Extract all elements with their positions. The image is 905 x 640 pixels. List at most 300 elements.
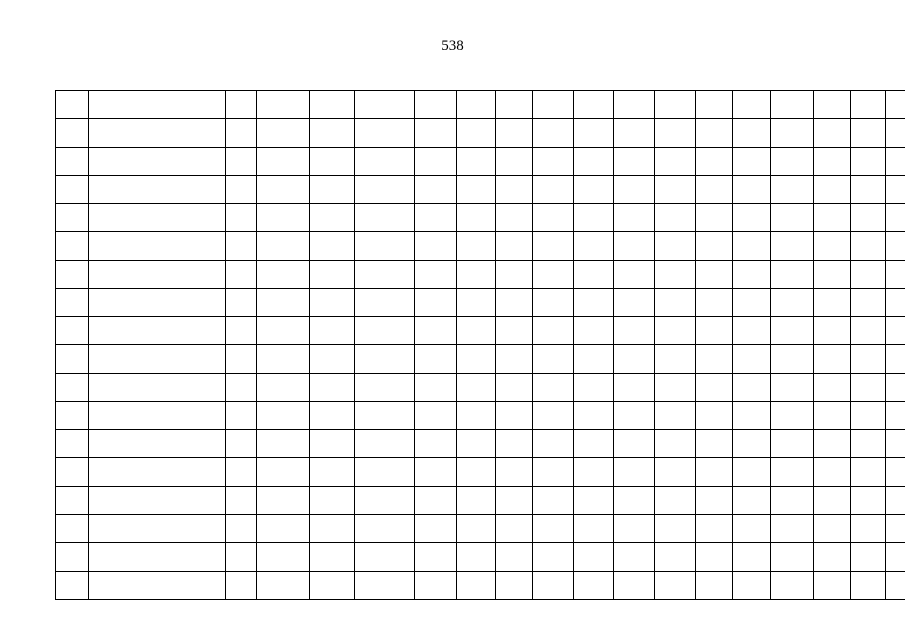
table-cell (614, 260, 655, 288)
table-cell (355, 147, 415, 175)
table-cell (310, 401, 355, 429)
table-cell (496, 147, 533, 175)
table-cell (733, 204, 771, 232)
table-cell (814, 430, 851, 458)
table-cell (614, 571, 655, 599)
data-table (55, 90, 905, 600)
table-cell (310, 175, 355, 203)
table-cell (56, 204, 89, 232)
table-cell (886, 430, 905, 458)
table-cell (226, 401, 257, 429)
table-cell (355, 232, 415, 260)
table-cell (226, 486, 257, 514)
table-cell (814, 119, 851, 147)
table-cell (655, 345, 696, 373)
table-cell (533, 147, 574, 175)
table-cell (496, 175, 533, 203)
table-cell (851, 458, 886, 486)
table-cell (696, 514, 733, 542)
table-cell (886, 401, 905, 429)
table-cell (496, 514, 533, 542)
table-cell (89, 288, 226, 316)
table-cell (574, 288, 614, 316)
table-cell (310, 232, 355, 260)
table-cell (574, 514, 614, 542)
table-cell (574, 486, 614, 514)
table-cell (355, 345, 415, 373)
table-cell (226, 119, 257, 147)
table-row (56, 317, 905, 345)
table-cell (226, 260, 257, 288)
table-cell (355, 175, 415, 203)
table-cell (56, 119, 89, 147)
table-cell (415, 119, 457, 147)
table-cell (89, 373, 226, 401)
table-cell (457, 486, 496, 514)
table-cell (533, 260, 574, 288)
table-cell (696, 458, 733, 486)
table-cell (655, 288, 696, 316)
table-cell (310, 260, 355, 288)
table-cell (415, 260, 457, 288)
table-cell (496, 260, 533, 288)
table-row (56, 571, 905, 599)
table-cell (89, 458, 226, 486)
table-cell (655, 571, 696, 599)
table-cell (226, 147, 257, 175)
table-cell (696, 204, 733, 232)
table-cell (851, 91, 886, 119)
table-cell (696, 543, 733, 571)
table-row (56, 373, 905, 401)
table-cell (226, 430, 257, 458)
table-cell (886, 91, 905, 119)
table-cell (614, 317, 655, 345)
table-cell (415, 543, 457, 571)
table-cell (696, 430, 733, 458)
table-row (56, 91, 905, 119)
table-row (56, 486, 905, 514)
table-cell (851, 543, 886, 571)
table-cell (574, 147, 614, 175)
table-cell (415, 345, 457, 373)
table-cell (696, 119, 733, 147)
table-cell (814, 458, 851, 486)
table-cell (257, 373, 310, 401)
table-cell (257, 486, 310, 514)
table-cell (257, 204, 310, 232)
table-cell (355, 204, 415, 232)
table-cell (614, 91, 655, 119)
table-cell (851, 401, 886, 429)
table-cell (533, 430, 574, 458)
table-cell (310, 345, 355, 373)
table-cell (814, 232, 851, 260)
table-cell (56, 571, 89, 599)
table-cell (574, 232, 614, 260)
table-cell (851, 486, 886, 514)
table-cell (496, 373, 533, 401)
table-cell (733, 514, 771, 542)
table-cell (733, 430, 771, 458)
table-cell (533, 401, 574, 429)
table-cell (814, 514, 851, 542)
table-cell (655, 260, 696, 288)
table-cell (415, 514, 457, 542)
table-cell (614, 288, 655, 316)
table-cell (355, 119, 415, 147)
table-cell (733, 373, 771, 401)
table-cell (56, 232, 89, 260)
table-cell (886, 288, 905, 316)
table-cell (771, 486, 814, 514)
table-cell (310, 514, 355, 542)
table-cell (886, 458, 905, 486)
table-cell (655, 119, 696, 147)
table-cell (696, 260, 733, 288)
table-cell (226, 317, 257, 345)
table-cell (814, 373, 851, 401)
table-cell (415, 91, 457, 119)
table-cell (533, 543, 574, 571)
table-cell (226, 345, 257, 373)
table-cell (886, 147, 905, 175)
table-cell (733, 401, 771, 429)
table-cell (851, 373, 886, 401)
table-cell (733, 543, 771, 571)
table-cell (533, 514, 574, 542)
table-cell (886, 486, 905, 514)
table-cell (457, 232, 496, 260)
table-cell (771, 232, 814, 260)
table-cell (533, 91, 574, 119)
table-cell (851, 288, 886, 316)
table-cell (655, 175, 696, 203)
table-cell (614, 401, 655, 429)
page-number: 538 (441, 38, 464, 54)
table-cell (257, 571, 310, 599)
table-cell (696, 288, 733, 316)
table-cell (696, 147, 733, 175)
table-cell (533, 175, 574, 203)
table-row (56, 119, 905, 147)
table-cell (355, 514, 415, 542)
table-cell (696, 345, 733, 373)
table-cell (696, 175, 733, 203)
table-cell (771, 401, 814, 429)
table-cell (415, 430, 457, 458)
table-cell (257, 260, 310, 288)
table-cell (496, 458, 533, 486)
table-cell (886, 204, 905, 232)
table-cell (655, 373, 696, 401)
table-cell (226, 232, 257, 260)
table-cell (814, 175, 851, 203)
table-cell (851, 345, 886, 373)
table-row (56, 288, 905, 316)
table-row (56, 147, 905, 175)
table-cell (496, 119, 533, 147)
table-cell (89, 543, 226, 571)
table-cell (257, 91, 310, 119)
table-cell (696, 401, 733, 429)
table-cell (457, 345, 496, 373)
table-cell (886, 175, 905, 203)
table-cell (257, 514, 310, 542)
table-cell (574, 204, 614, 232)
table-cell (574, 119, 614, 147)
table-cell (457, 175, 496, 203)
table-cell (614, 373, 655, 401)
table-cell (457, 288, 496, 316)
table-cell (257, 458, 310, 486)
table-cell (771, 288, 814, 316)
table-cell (851, 147, 886, 175)
table-cell (733, 147, 771, 175)
table-cell (533, 458, 574, 486)
table-cell (56, 373, 89, 401)
table-cell (457, 317, 496, 345)
table-cell (310, 543, 355, 571)
table-cell (415, 571, 457, 599)
table-cell (771, 91, 814, 119)
table-cell (733, 175, 771, 203)
table-cell (574, 373, 614, 401)
table-cell (457, 119, 496, 147)
table-cell (457, 514, 496, 542)
table-cell (733, 486, 771, 514)
table-cell (771, 514, 814, 542)
table-cell (56, 147, 89, 175)
table-cell (415, 317, 457, 345)
table-cell (257, 288, 310, 316)
table-cell (771, 119, 814, 147)
table-cell (814, 288, 851, 316)
table-cell (89, 345, 226, 373)
table-cell (574, 260, 614, 288)
table-cell (851, 119, 886, 147)
table-cell (851, 317, 886, 345)
table-cell (733, 345, 771, 373)
table-cell (415, 288, 457, 316)
table-cell (814, 147, 851, 175)
table-cell (457, 260, 496, 288)
table-cell (771, 458, 814, 486)
table-cell (457, 204, 496, 232)
table-cell (355, 373, 415, 401)
table-cell (614, 345, 655, 373)
table-cell (655, 458, 696, 486)
table-cell (496, 288, 533, 316)
table-cell (457, 91, 496, 119)
table-cell (655, 91, 696, 119)
table-cell (533, 345, 574, 373)
table-cell (496, 571, 533, 599)
table-cell (574, 317, 614, 345)
table-cell (814, 91, 851, 119)
table-cell (257, 401, 310, 429)
table-cell (226, 288, 257, 316)
table-row (56, 232, 905, 260)
table-cell (496, 317, 533, 345)
table-cell (56, 514, 89, 542)
table-cell (655, 514, 696, 542)
table-cell (89, 119, 226, 147)
table-cell (655, 401, 696, 429)
table-cell (89, 175, 226, 203)
table-cell (355, 486, 415, 514)
table-cell (496, 430, 533, 458)
table-cell (733, 288, 771, 316)
table-cell (56, 317, 89, 345)
table-cell (496, 543, 533, 571)
table-row (56, 458, 905, 486)
table-cell (814, 260, 851, 288)
table-cell (226, 543, 257, 571)
table-cell (614, 175, 655, 203)
table-cell (886, 232, 905, 260)
table-cell (851, 514, 886, 542)
table-cell (355, 401, 415, 429)
table-cell (696, 571, 733, 599)
table-cell (496, 345, 533, 373)
table-cell (574, 458, 614, 486)
table-cell (614, 430, 655, 458)
table-cell (457, 401, 496, 429)
table-cell (415, 401, 457, 429)
table-cell (886, 571, 905, 599)
table-cell (814, 317, 851, 345)
table-cell (814, 345, 851, 373)
table-cell (89, 91, 226, 119)
table-cell (89, 317, 226, 345)
table-cell (574, 345, 614, 373)
table-cell (851, 204, 886, 232)
table-cell (733, 260, 771, 288)
table-cell (457, 458, 496, 486)
table-cell (655, 486, 696, 514)
table-cell (851, 175, 886, 203)
table-cell (533, 204, 574, 232)
table-cell (257, 317, 310, 345)
table-cell (257, 175, 310, 203)
table-cell (415, 373, 457, 401)
table-cell (771, 147, 814, 175)
table-row (56, 345, 905, 373)
table-cell (533, 288, 574, 316)
table-cell (533, 373, 574, 401)
table-cell (533, 317, 574, 345)
table-cell (533, 232, 574, 260)
table-cell (771, 430, 814, 458)
table-cell (771, 543, 814, 571)
table-cell (310, 373, 355, 401)
table-cell (310, 119, 355, 147)
table-cell (56, 458, 89, 486)
table-cell (355, 458, 415, 486)
table-cell (310, 91, 355, 119)
table-cell (310, 571, 355, 599)
table-cell (56, 543, 89, 571)
table-cell (614, 119, 655, 147)
table-cell (771, 373, 814, 401)
table-cell (89, 571, 226, 599)
table-cell (533, 486, 574, 514)
table-cell (355, 430, 415, 458)
table-cell (496, 486, 533, 514)
table-cell (56, 401, 89, 429)
table-cell (56, 345, 89, 373)
table-cell (457, 430, 496, 458)
table-row (56, 260, 905, 288)
table-cell (257, 232, 310, 260)
table-cell (696, 486, 733, 514)
table-cell (257, 430, 310, 458)
table-cell (89, 486, 226, 514)
table-cell (886, 373, 905, 401)
table-cell (257, 543, 310, 571)
table-cell (771, 571, 814, 599)
table-cell (614, 204, 655, 232)
table-row (56, 543, 905, 571)
table-cell (56, 175, 89, 203)
table-cell (814, 401, 851, 429)
table-cell (614, 232, 655, 260)
table-cell (310, 288, 355, 316)
table-cell (89, 204, 226, 232)
table-cell (733, 119, 771, 147)
table-cell (533, 571, 574, 599)
table-cell (457, 373, 496, 401)
table-cell (226, 91, 257, 119)
table-cell (257, 147, 310, 175)
table-cell (574, 543, 614, 571)
table-cell (696, 232, 733, 260)
table-cell (814, 571, 851, 599)
table-cell (655, 317, 696, 345)
table-cell (257, 345, 310, 373)
table-cell (56, 260, 89, 288)
table-cell (457, 571, 496, 599)
table-cell (733, 317, 771, 345)
table-cell (614, 486, 655, 514)
table-cell (851, 232, 886, 260)
table-cell (355, 543, 415, 571)
table-cell (496, 204, 533, 232)
table-cell (226, 571, 257, 599)
table-cell (533, 119, 574, 147)
table-cell (89, 401, 226, 429)
table-cell (614, 514, 655, 542)
table-cell (56, 91, 89, 119)
table-cell (56, 486, 89, 514)
table-cell (415, 458, 457, 486)
table-cell (89, 260, 226, 288)
table-cell (614, 458, 655, 486)
table-cell (89, 147, 226, 175)
table-cell (886, 514, 905, 542)
table-cell (355, 317, 415, 345)
table-cell (886, 260, 905, 288)
table-cell (226, 514, 257, 542)
table-cell (574, 401, 614, 429)
table-cell (415, 486, 457, 514)
table-cell (851, 430, 886, 458)
table-cell (226, 204, 257, 232)
table-cell (310, 317, 355, 345)
table-cell (771, 175, 814, 203)
table-cell (574, 430, 614, 458)
